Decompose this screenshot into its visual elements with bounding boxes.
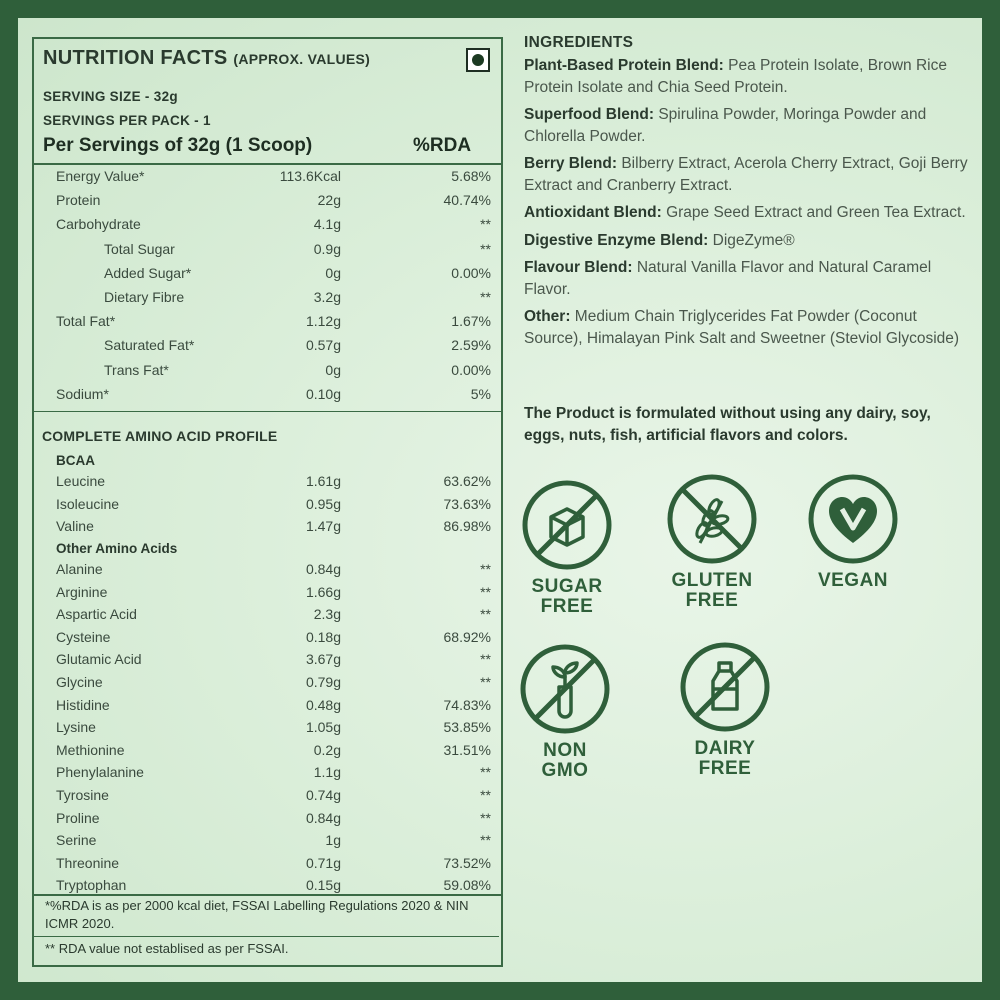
ingredient-text: Medium Chain Triglycerides Fat Powder (Coconut Source), Himalayan Pink Salt and Sweetner (Steviol Glycoside) xyxy=(524,308,960,347)
row-name: Cysteine xyxy=(56,628,111,645)
ingredient-text: DigeZyme® xyxy=(708,231,795,249)
sugar-cube-icon xyxy=(521,479,613,571)
divider xyxy=(34,411,501,412)
ingredient-item xyxy=(524,104,969,147)
row-value: 2.3g xyxy=(313,606,341,623)
ingredient-text: Pea Protein Isolate, Brown Rice Protein Isolate and Chia Seed Protein. xyxy=(524,57,947,96)
row-name: Tryptophan xyxy=(56,877,127,894)
vegan-heart-icon xyxy=(807,473,899,565)
table-row xyxy=(34,606,501,626)
ingredient-text: Grape Seed Extract and Green Tea Extract. xyxy=(661,204,966,221)
row-name: Trans Fat* xyxy=(104,361,169,378)
formulation-statement: The Product is formulated without using any dairy, soy, eggs, nuts, fish, artificial flavors and colors. xyxy=(524,405,931,444)
ingredient-item xyxy=(524,153,969,196)
table-row xyxy=(34,518,501,538)
other-amino-title: Other Amino Acids xyxy=(56,541,178,556)
row-name: Sodium* xyxy=(56,385,109,402)
row-name: Saturated Fat* xyxy=(104,337,195,354)
row-value: 0g xyxy=(325,264,341,281)
row-rda: 73.63% xyxy=(443,495,491,512)
product-label-page xyxy=(18,18,982,982)
table-row xyxy=(34,337,501,357)
badge-vegan-label: VEGAN xyxy=(817,570,889,591)
row-value: 0.18g xyxy=(305,628,341,645)
ingredient-text: Spirulina Powder, Moringa Powder and Chlorella Powder. xyxy=(524,106,927,145)
row-rda: ** xyxy=(480,674,491,690)
row-name: Isoleucine xyxy=(56,495,120,512)
row-rda: 68.92% xyxy=(443,628,491,645)
badge-sugar-line2: FREE xyxy=(540,596,594,617)
table-row xyxy=(34,855,501,875)
row-rda: 0.00% xyxy=(451,361,491,378)
ingredients-list xyxy=(524,55,969,349)
table-row xyxy=(34,764,501,784)
ingredient-item xyxy=(524,257,969,300)
test-tube-sprout-icon xyxy=(519,643,611,735)
row-value: 113.6Kcal xyxy=(279,168,341,184)
row-rda: 59.08% xyxy=(443,877,491,894)
nutrition-title-note: (APPROX. VALUES) xyxy=(233,51,371,67)
row-value: 0.79g xyxy=(305,674,341,690)
table-row xyxy=(34,241,501,261)
footnote-not-established: ** RDA value not establised as per FSSAI. xyxy=(45,941,289,956)
row-value: 0.10g xyxy=(305,385,341,402)
row-value: 1.47g xyxy=(305,518,341,535)
badge-sugar-free xyxy=(502,479,632,617)
row-rda: 2.59% xyxy=(451,337,491,354)
nutrition-facts-panel xyxy=(32,37,503,967)
row-name: Phenylalanine xyxy=(56,764,144,781)
table-row xyxy=(34,192,501,212)
row-value: 22g xyxy=(317,192,341,209)
ingredient-label: Antioxidant Blend: xyxy=(524,204,662,221)
table-row xyxy=(34,168,501,188)
row-value: 0.84g xyxy=(305,809,341,826)
ingredient-label: Superfood Blend: xyxy=(524,106,655,123)
row-rda: 53.85% xyxy=(443,719,491,736)
divider xyxy=(34,936,499,937)
badge-dairy-free xyxy=(660,641,790,779)
row-rda: ** xyxy=(480,606,491,623)
row-value: 1.1g xyxy=(313,764,341,781)
row-name: Glutamic Acid xyxy=(56,651,142,668)
row-value: 3.67g xyxy=(305,651,341,668)
badge-gluten-free xyxy=(647,473,777,611)
rda-header: %RDA xyxy=(413,135,472,156)
row-value: 0.9g xyxy=(313,240,341,257)
row-name: Total Sugar xyxy=(104,240,175,257)
table-row xyxy=(34,473,501,493)
row-name: Proline xyxy=(56,809,100,826)
servings-per-pack: SERVINGS PER PACK - 1 xyxy=(43,113,211,128)
row-name: Added Sugar* xyxy=(104,264,192,281)
row-rda: 73.52% xyxy=(443,854,491,871)
table-row xyxy=(34,362,501,382)
table-row xyxy=(34,651,501,671)
row-rda: ** xyxy=(480,240,491,257)
divider xyxy=(34,163,501,165)
badge-gmo-line1: NON xyxy=(543,740,587,761)
badge-gmo-line2: GMO xyxy=(541,760,589,781)
ingredient-label: Digestive Enzyme Blend: xyxy=(524,231,709,249)
table-row xyxy=(34,265,501,285)
table-row xyxy=(34,386,501,406)
ingredient-label: Berry Blend: xyxy=(524,155,618,172)
row-name: Aspartic Acid xyxy=(56,606,137,623)
ingredients-title: INGREDIENTS xyxy=(524,34,634,51)
row-name: Carbohydrate xyxy=(56,216,141,233)
row-rda: 40.74% xyxy=(443,192,491,209)
row-value: 3.2g xyxy=(313,289,341,305)
nutrition-title xyxy=(43,47,370,70)
row-rda: ** xyxy=(480,651,491,668)
ingredient-label: Other: xyxy=(524,308,571,325)
row-name: Serine xyxy=(56,832,97,849)
row-value: 4.1g xyxy=(313,216,341,233)
table-row xyxy=(34,216,501,236)
row-rda: ** xyxy=(480,583,491,600)
row-name: Lysine xyxy=(56,719,96,736)
table-row xyxy=(34,313,501,333)
row-rda: ** xyxy=(480,216,491,233)
amino-profile-title: COMPLETE AMINO ACID PROFILE xyxy=(42,428,278,444)
row-rda: ** xyxy=(480,561,491,577)
row-rda: 31.51% xyxy=(443,741,491,758)
row-value: 0.57g xyxy=(305,337,341,354)
serving-size: SERVING SIZE - 32g xyxy=(43,89,178,104)
row-name: Histidine xyxy=(56,696,110,713)
row-value: 0.71g xyxy=(305,854,341,871)
ingredient-item xyxy=(524,306,969,349)
row-value: 0.2g xyxy=(313,741,341,758)
row-name: Glycine xyxy=(56,674,103,690)
row-name: Total Fat* xyxy=(56,313,116,330)
ingredient-item xyxy=(524,202,969,224)
badge-dairy-line1: DAIRY xyxy=(694,738,756,759)
ingredient-label: Flavour Blend: xyxy=(524,259,633,276)
badge-vegan xyxy=(788,473,918,591)
row-value: 1.05g xyxy=(305,719,341,736)
row-rda: ** xyxy=(480,764,491,781)
ingredient-text: Natural Vanilla Flavor and Natural Caramel Flavor. xyxy=(524,259,932,298)
row-name: Energy Value* xyxy=(56,168,145,184)
row-rda: 74.83% xyxy=(443,696,491,713)
row-rda: 63.62% xyxy=(443,473,491,489)
row-value: 0.84g xyxy=(305,561,341,577)
table-row xyxy=(34,674,501,694)
table-row xyxy=(34,629,501,649)
row-rda: 0.00% xyxy=(451,264,491,281)
ingredient-label: Plant-Based Protein Blend: xyxy=(524,57,724,74)
badge-dairy-line2: FREE xyxy=(698,758,752,779)
row-name: Protein xyxy=(56,192,101,209)
divider xyxy=(34,894,501,896)
nutrition-title-text: NUTRITION FACTS xyxy=(43,47,228,69)
row-rda: 5.68% xyxy=(451,168,491,184)
table-row xyxy=(34,496,501,516)
bcaa-title: BCAA xyxy=(56,453,95,468)
row-rda: 1.67% xyxy=(451,313,491,330)
ingredient-text: Bilberry Extract, Acerola Cherry Extract, Goji Berry Extract and Cranberry Extract. xyxy=(524,155,968,194)
milk-bottle-icon xyxy=(679,641,771,733)
row-name: Arginine xyxy=(56,583,108,600)
row-rda: ** xyxy=(480,289,491,305)
per-serving-header xyxy=(43,135,495,157)
row-value: 1g xyxy=(325,832,341,849)
badge-non-gmo xyxy=(500,643,630,781)
badge-sugar-line1: SUGAR xyxy=(531,576,603,597)
table-row xyxy=(34,832,501,852)
row-name: Dietary Fibre xyxy=(104,289,185,305)
row-name: Valine xyxy=(56,518,94,535)
per-serving-label: Per Servings of 32g (1 Scoop) xyxy=(43,135,313,156)
badge-gluten-line1: GLUTEN xyxy=(671,570,753,591)
row-value: 1.61g xyxy=(305,473,341,489)
table-row xyxy=(34,810,501,830)
ingredient-item xyxy=(524,55,969,98)
row-name: Tyrosine xyxy=(56,787,109,803)
table-row xyxy=(34,584,501,604)
table-row xyxy=(34,742,501,762)
row-name: Methionine xyxy=(56,741,125,758)
badge-gluten-line2: FREE xyxy=(685,590,739,611)
row-value: 0.48g xyxy=(305,696,341,713)
row-value: 1.66g xyxy=(305,583,341,600)
row-value: 0.74g xyxy=(305,787,341,803)
row-value: 0.15g xyxy=(305,877,341,894)
table-row xyxy=(34,289,501,309)
footnote-rda: *%RDA is as per 2000 kcal diet, FSSAI Labelling Regulations 2020 & NIN ICMR 2020. xyxy=(45,898,469,931)
row-rda: ** xyxy=(480,787,491,803)
wheat-icon xyxy=(666,473,758,565)
row-value: 1.12g xyxy=(305,313,341,330)
row-rda: ** xyxy=(480,809,491,826)
row-rda: ** xyxy=(480,832,491,849)
table-row xyxy=(34,719,501,739)
row-value: 0.95g xyxy=(305,495,341,512)
row-name: Leucine xyxy=(56,473,106,489)
ingredients-section xyxy=(524,34,969,355)
row-name: Threonine xyxy=(56,854,120,871)
ingredient-item xyxy=(524,230,969,252)
table-row xyxy=(34,787,501,807)
row-rda: 86.98% xyxy=(443,518,491,535)
row-name: Alanine xyxy=(56,561,103,577)
table-row xyxy=(34,697,501,717)
row-value: 0g xyxy=(325,361,341,378)
veg-mark-icon xyxy=(466,48,490,72)
table-row xyxy=(34,561,501,581)
row-rda: 5% xyxy=(470,385,491,402)
